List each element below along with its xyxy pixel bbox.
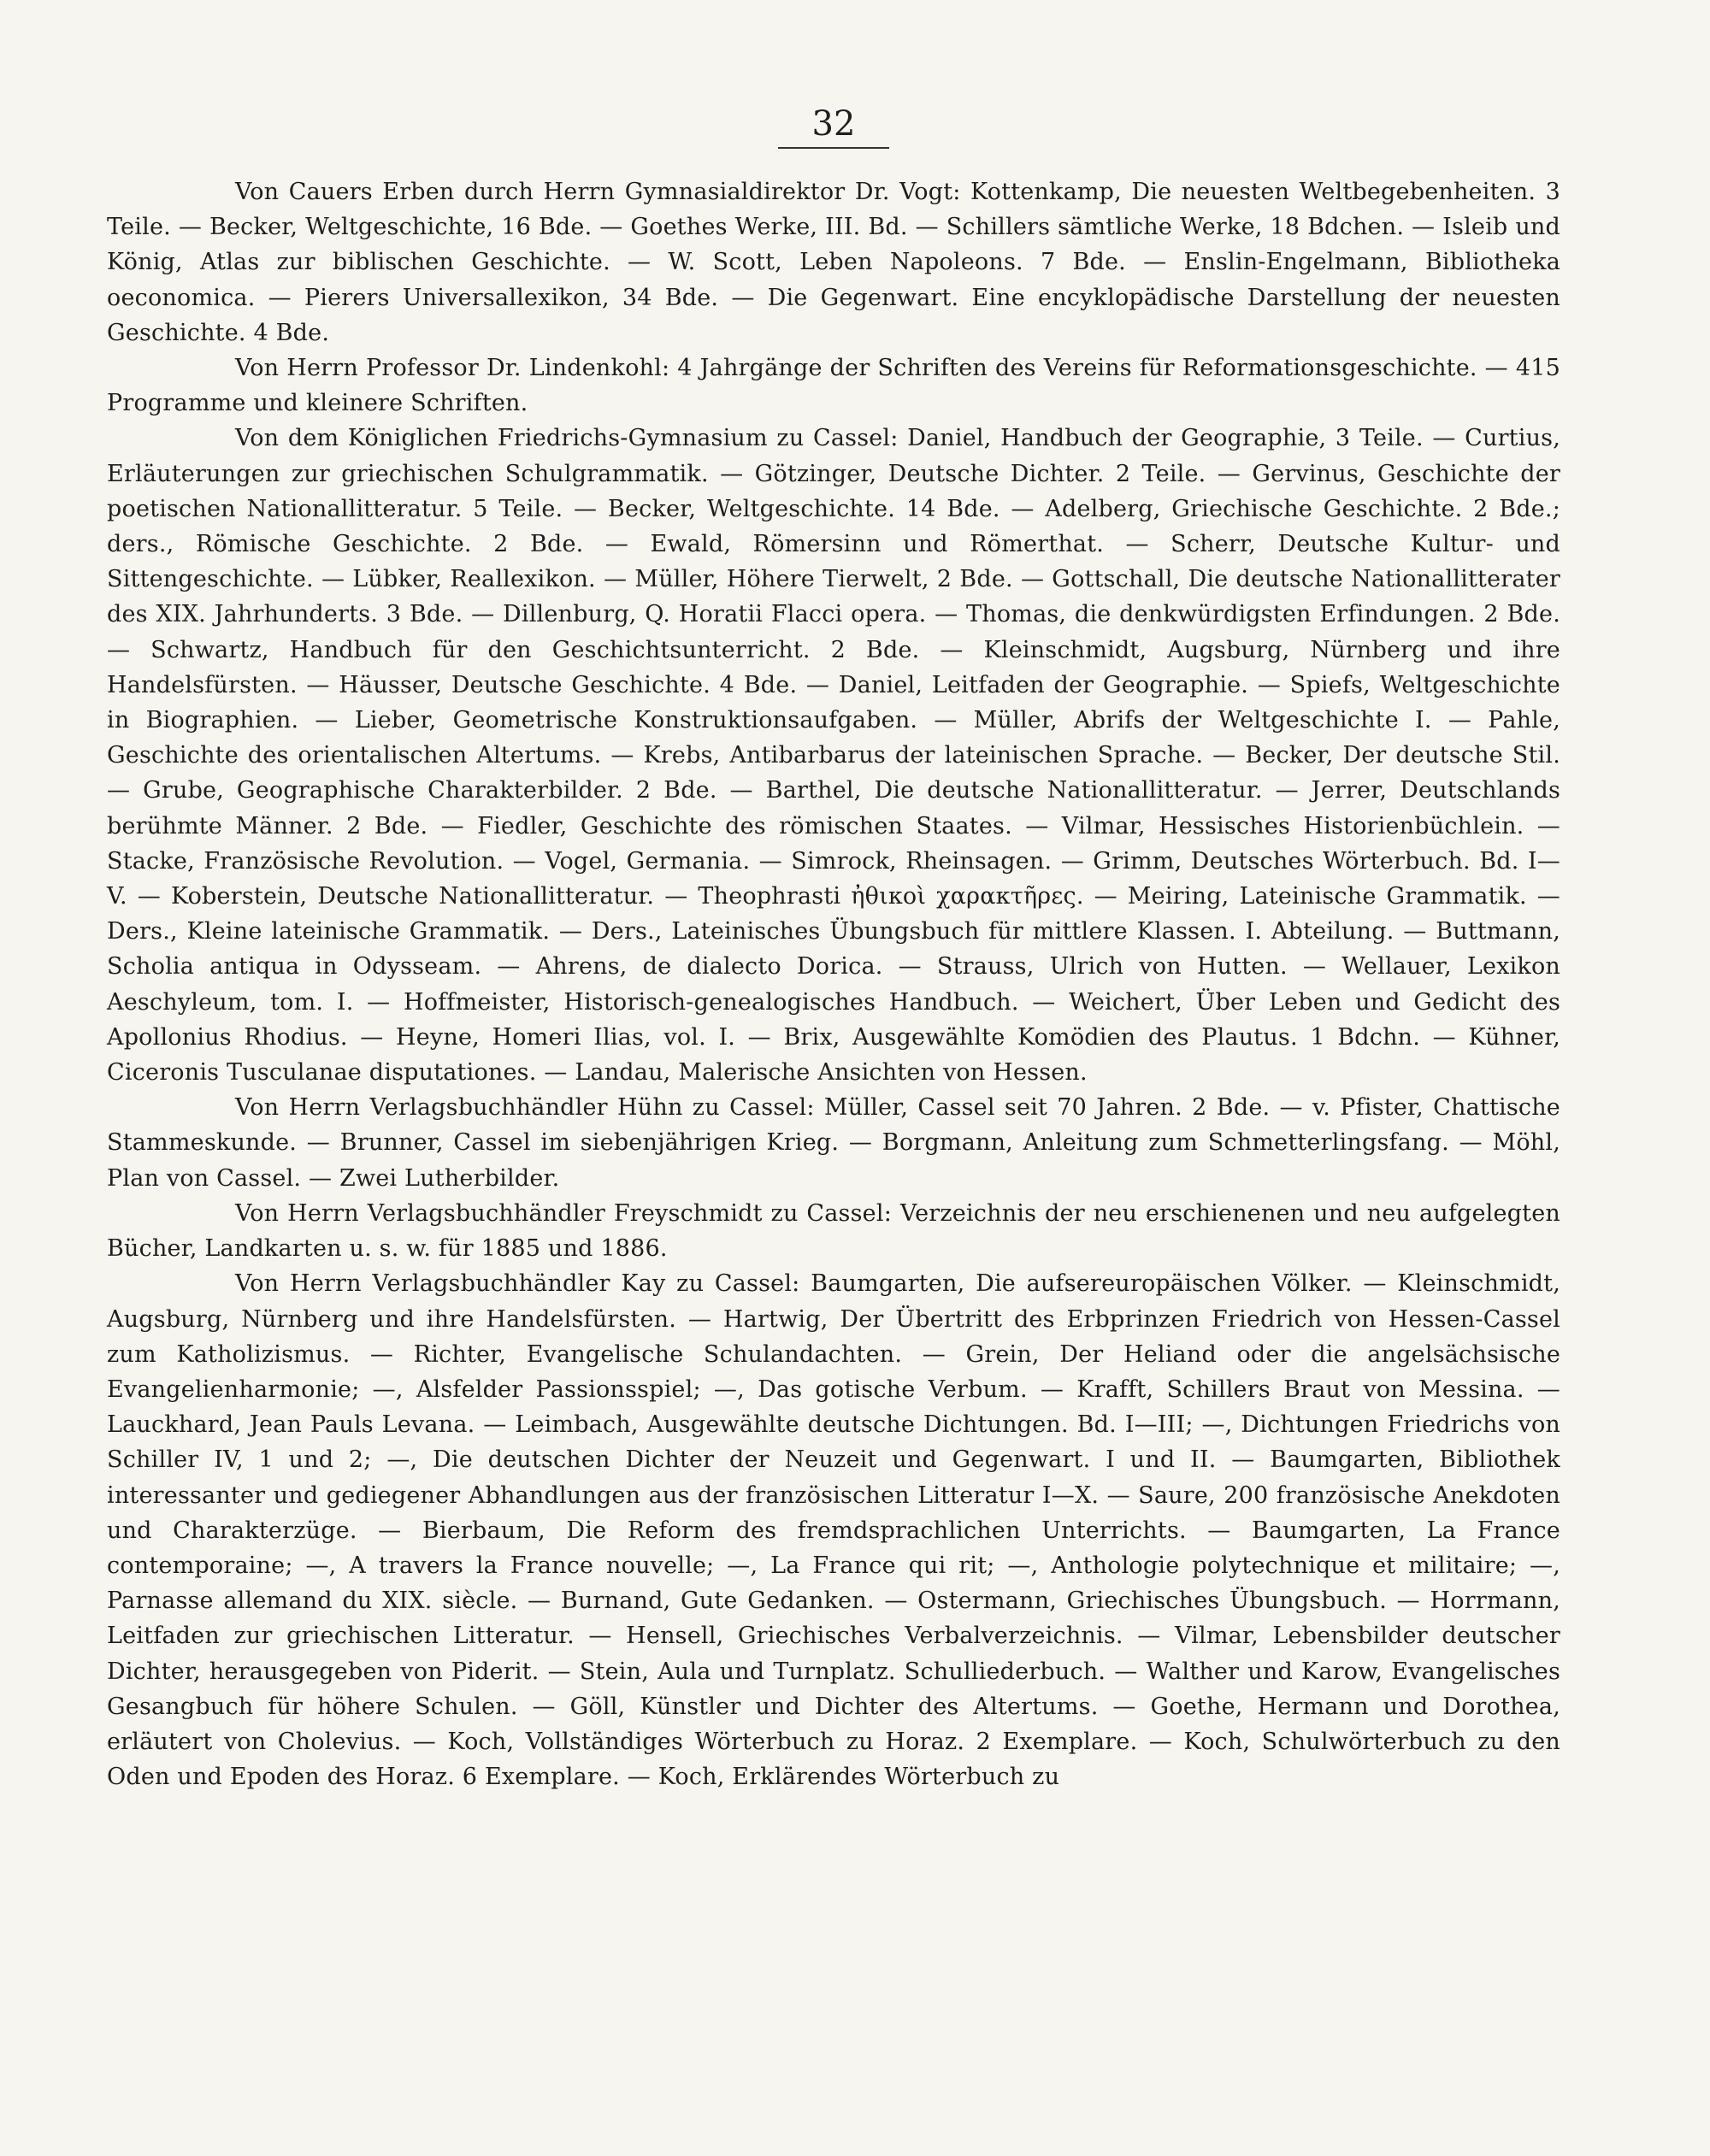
paragraph-friedrichs-gymnasium: Von dem Königlichen Friedrichs-Gymnasium zu Cassel: Daniel, Handbuch der Geographie, 3 Teile. — Curtius, Erläuterungen zur griechischen Schulgrammatik. — Götzinger, Deutsche Dichter. 2 Teile. — Gervinus, Geschichte der poetischen Nationallitteratur. 5 Teile. — Becker, Weltgeschichte. 14 Bde. — Adelberg, Griechische Geschichte. 2 Bde.; ders., Römische Geschichte. 2 Bde. — Ewald, Römersinn und Römerthat. — Scherr, Deutsche Kultur- und Sittengeschichte. — Lübker, Reallexikon. — Müller, Höhere Tierwelt, 2 Bde. — Gottschall, Die deutsche Nationallitterater des XIX. Jahrhunderts. 3 Bde. — Dillenburg, Q. Horatii Flacci opera. — Thomas, die denkwürdigsten Erfindungen. 2 Bde. — Schwartz, Handbuch für den Geschichtsunterricht. 2 Bde. — Kleinschmidt, Augsburg, Nürnberg und ihre Handelsfürsten. — Häusser, Deutsche Geschichte. 4 Bde. — Daniel, Leitfaden der Geographie. — Spiefs, Weltgeschichte in Biographien. — Lieber, Geometrische Konstruktionsaufgaben. — Müller, Abrifs der Weltgeschichte I. — Pahle, Geschichte des orientalischen Altertums. — Krebs, Antibarbarus der lateinischen Sprache. — Becker, Der deutsche Stil. — Grube, Geographische Charakterbilder. 2 Bde. — Barthel, Die deutsche Nationallitteratur. — Jerrer, Deutschlands berühmte Männer. 2 Bde. — Fiedler, Geschichte des römischen Staates. — Vilmar, Hessisches Historienbüchlein. — Stacke, Französische Revolution. — Vogel, Germania. — Simrock, Rheinsagen. — Grimm, Deutsches Wörterbuch. Bd. I—V. — Koberstein, Deutsche Nationallitteratur. — Theophrasti ἠθικοὶ χαρακτῆρες. — Meiring, Lateinische Grammatik. — Ders., Kleine lateinische Grammatik. — Ders., Lateinisches Übungsbuch für mittlere Klassen. I. Abteilung. — Buttmann, Scholia antiqua in Odysseam. — Ahrens, de dialecto Dorica. — Strauss, Ulrich von Hutten. — Wellauer, Lexikon Aeschyleum, tom. I. — Hoffmeister, Historisch-genealogisches Handbuch. — Weichert, Über Leben und Gedicht des Apollonius Rhodius. — Heyne, Homeri Ilias, vol. I. — Brix, Ausgewählte Komödien des Plautus. 1 Bdchn. — Kühner, Ciceronis Tusculanae disputationes. — Landau, Malerische Ansichten von Hessen. [107,425,1560,1087]
paragraph-freyschmidt: Von Herrn Verlagsbuchhändler Freyschmidt zu Cassel: Verzeichnis der neu erschienenen und neu aufgelegten Bücher, Landkarten u. s. w. für 1885 und 1886. [107,1199,1560,1263]
paragraph-cauers-erben: Von Cauers Erben durch Herrn Gymnasialdirektor Dr. Vogt: Kottenkamp, Die neuesten Weltbegebenheiten. 3 Teile. — Becker, Weltgeschichte, 16 Bde. — Goethes Werke, III. Bd. — Schillers sämtliche Werke, 18 Bdchen. — Isleib und König, Atlas zur biblischen Geschichte. — W. Scott, Leben Napoleons. 7 Bde. — Enslin-Engelmann, Bibliotheka oeconomica. — Pierers Universallexikon, 34 Bde. — Die Gegenwart. Eine encyklopädische Darstellung der neuesten Geschichte. 4 Bde. [107,179,1560,346]
page-number: 32 [778,103,890,149]
paragraph-lindenkohl: Von Herrn Professor Dr. Lindenkohl: 4 Jahrgänge der Schriften des Vereins für Reformationsgeschichte. — 415 Programme und kleinere Schriften. [107,355,1560,417]
paragraph-kay: Von Herrn Verlagsbuchhändler Kay zu Cassel: Baumgarten, Die aufsereuropäischen Völker. — Kleinschmidt, Augsburg, Nürnberg und ihre Handelsfürsten. — Hartwig, Der Übertritt des Erbprinzen Friedrich von Hessen-Cassel zum Katholizismus. — Richter, Evangelische Schulandachten. — Grein, Der Heliand oder die angelsächsische Evangelienharmonie; —, Alsfelder Passionsspiel; —, Das gotische Verbum. — Krafft, Schillers Braut von Messina. — Lauckhard, Jean Pauls Levana. — Leimbach, Ausgewählte deutsche Dichtungen. Bd. I—III; —, Dichtungen Friedrichs von Schiller IV, 1 und 2; —, Die deutschen Dichter der Neuzeit und Gegenwart. I und II. — Baumgarten, Bibliothek interessanter und gediegener Abhandlungen aus der französischen Litteratur I—X. — Saure, 200 französische Anekdoten und Charakterzüge. — Bierbaum, Die Reform des fremdsprachlichen Unterrichts. — Baumgarten, La France contemporaine; —, A travers la France nouvelle; —, La France qui rit; —, Anthologie polytechnique et militaire; —, Parnasse allemand du XIX. siècle. — Burnand, Gute Gedanken. — Ostermann, Griechisches Übungsbuch. — Horrmann, Leitfaden zur griechischen Litteratur. — Hensell, Griechisches Verbalverzeichnis. — Vilmar, Lebensbilder deutscher Dichter, herausgegeben von Piderit. — Stein, Aula und Turnplatz. Schulliederbuch. — Walther und Karow, Evangelisches Gesangbuch für höhere Schulen. — Göll, Künstler und Dichter des Altertums. — Goethe, Hermann und Dorothea, erläutert von Cholevius. — Koch, Vollständiges Wörterbuch zu Horaz. 2 Exemplare. — Koch, Schulwörterbuch zu den Oden und Epoden des Horaz. 6 Exemplare. — Koch, Erklärendes Wörterbuch zu [107,1270,1560,1791]
document-page [107,103,1560,1794]
paragraph-huehn: Von Herrn Verlagsbuchhändler Hühn zu Cassel: Müller, Cassel seit 70 Jahren. 2 Bde. — v. Pfister, Chattische Stammeskunde. — Brunner, Cassel im siebenjährigen Krieg. — Borgmann, Anleitung zum Schmetterlingsfang. — Möhl, Plan von Cassel. — Zwei Lutherbilder. [107,1094,1560,1192]
